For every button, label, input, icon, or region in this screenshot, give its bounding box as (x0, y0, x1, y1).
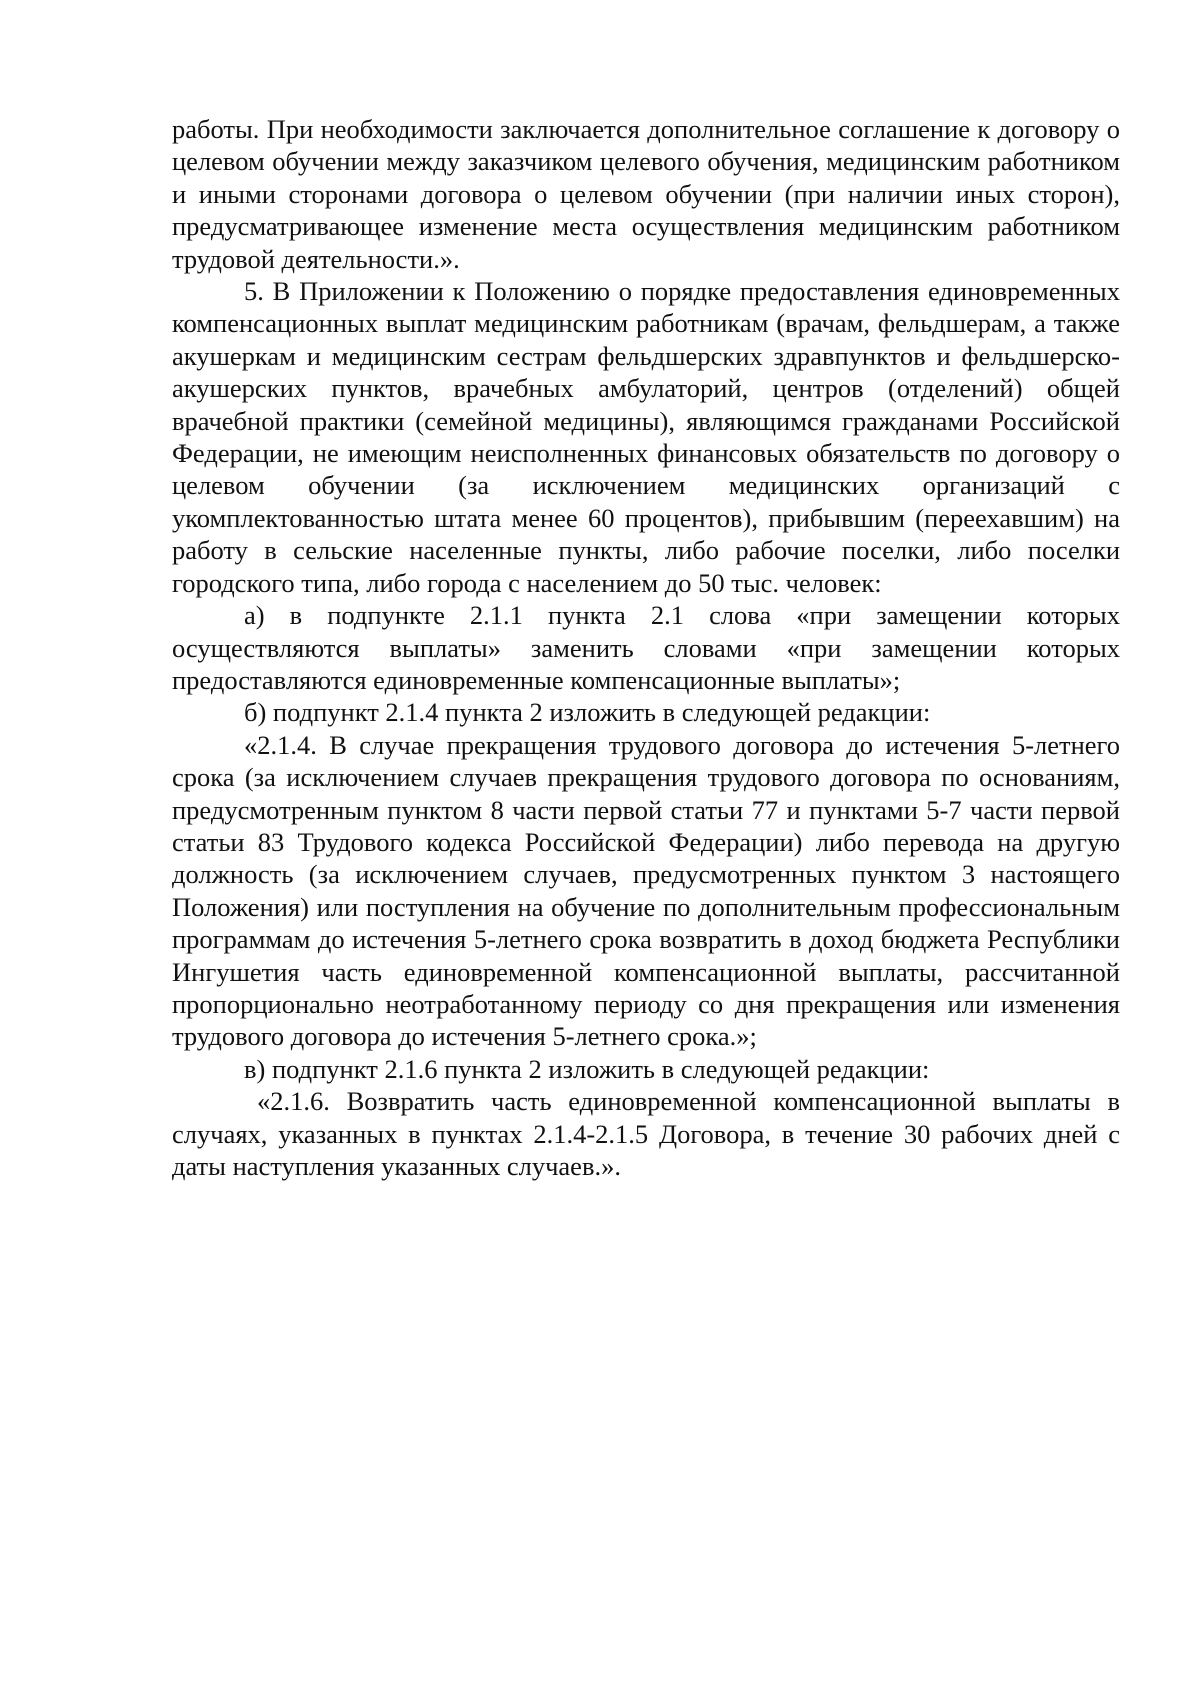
paragraph-quote-2-1-4: «2.1.4. В случае прекращения трудового договора до истечения 5-летнего срока (за исключением случаев прекращения трудового договора по основаниям, предусмотренным пунктом 8 части первой статьи 77 и пунктами 5-7 части первой статьи 83 Трудового кодекса Российской Федерации) либо перевода на другую должность (за исключением случаев, предусмотренных пунктом 3 настоящего Положения) или поступления на обучение по дополнительным профессиональным программам до истечения 5-летнего срока возвратить в доход бюджета Республики Ингушетия часть единовременной компенсационной выплаты, рассчитанной пропорционально неотработанному периоду со дня прекращения или изменения трудового договора до истечения 5-летнего срока.»; (172, 729, 1120, 1052)
paragraph-quote-2-1-6: «2.1.6. Возвратить часть единовременной компенсационной выплаты в случаях, указанных в пунктах 2.1.4-2.1.5 Договора, в течение 30 рабочих дней с даты наступления указанных случаев.». (172, 1086, 1120, 1181)
paragraph-subitem-v: в) подпункт 2.1.6 пункта 2 изложить в следующей редакции: (244, 1053, 930, 1084)
document-body (172, 113, 1120, 1182)
paragraph-subitem-b: б) подпункт 2.1.4 пункта 2 изложить в следующей редакции: (244, 697, 931, 728)
paragraph-continuation: работы. При необходимости заключается дополнительное соглашение к договору о целевом обучении между заказчиком целевого обучения, медицинским работником и иными сторонами договора о целевом обучении (при наличии иных сторон), предусматривающее изменение места осуществления медицинским работником трудовой деятельности.». (172, 114, 1120, 274)
paragraph-subitem-a: а) в подпункте 2.1.1 пункта 2.1 слова «при замещении которых осуществляются выплаты» заменить словами «при замещении которых предоставляются единовременные компенсационные выплаты»; (172, 600, 1120, 695)
paragraph-item-5: 5. В Приложении к Положению о порядке предоставления единовременных компенсационных выплат медицинским работникам (врачам, фельдшерам, а также акушеркам и медицинским сестрам фельдшерских здравпунктов и фельдшерско-акушерских пунктов, врачебных амбулаторий, центров (отделений) общей врачебной практики (семейной медицины), являющимся гражданами Российской Федерации, не имеющим неисполненных финансовых обязательств по договору о целевом обучении (за исключением медицинских организаций с укомплектованностью штата менее 60 процентов), прибывшим (переехавшим) на работу в сельские населенные пункты, либо рабочие поселки, либо поселки городского типа, либо города с населением до 50 тыс. человек: (172, 276, 1120, 598)
